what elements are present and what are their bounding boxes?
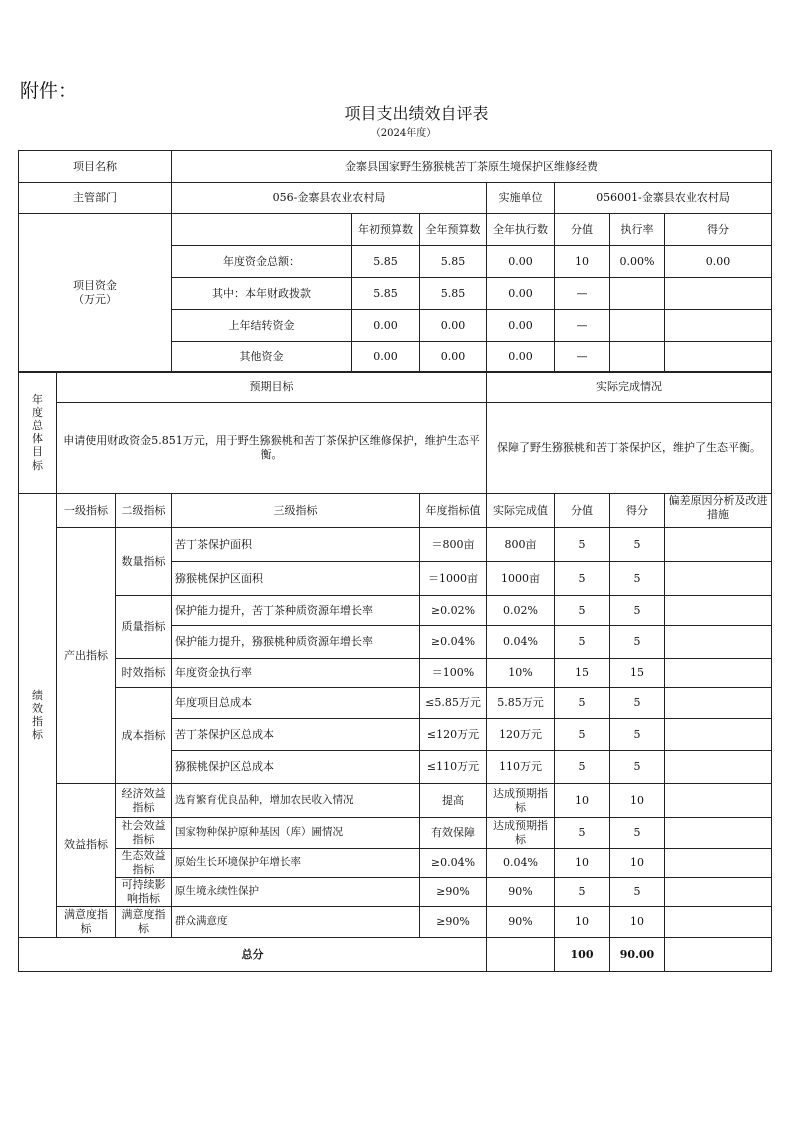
ind-actual: 120万元 [487, 719, 555, 751]
goals-label-text: 年度总体目标 [32, 392, 43, 472]
ind-actual: 90% [487, 878, 555, 907]
ind-level2: 质量指标 [116, 596, 172, 659]
ind-actual: 800亩 [487, 528, 555, 562]
ind-target: ＝100% [420, 659, 487, 688]
ind-score: 5 [610, 596, 665, 626]
funds-score-value: — [555, 342, 610, 373]
dept-label: 主管部门 [19, 183, 172, 214]
funds-annual: 5.85 [420, 246, 487, 278]
ind-score: 5 [610, 528, 665, 562]
ind-actual: 10% [487, 659, 555, 688]
ind-level3: 保护能力提升，苦丁茶种质资源年增长率 [172, 596, 420, 626]
funds-rate [610, 310, 665, 342]
ind-level3: 年度资金执行率 [172, 659, 420, 688]
ind-score: 5 [610, 818, 665, 849]
ind-actual: 5.85万元 [487, 688, 555, 719]
ind-target: ≤110万元 [420, 751, 487, 784]
indicator-row [19, 528, 772, 562]
page-title: 项目支出绩效自评表 [344, 104, 489, 123]
ind-note [665, 719, 772, 751]
ind-actual: 90% [487, 907, 555, 938]
funds-header: 得分 [665, 214, 772, 246]
funds-annual: 0.00 [420, 342, 487, 373]
goals-actual-header: 实际完成情况 [487, 372, 772, 403]
funds-executed: 0.00 [487, 246, 555, 278]
attachment-label: 附件： [20, 80, 78, 102]
ind-score: 5 [610, 719, 665, 751]
indicators-label [19, 494, 57, 938]
ind-score: 10 [610, 784, 665, 818]
funds-executed: 0.00 [487, 278, 555, 310]
funds-executed: 0.00 [487, 342, 555, 373]
ind-value: 10 [555, 907, 610, 938]
funds-row-name: 年度资金总额： [172, 246, 352, 278]
ind-level3: 苦丁茶保护区总成本 [172, 719, 420, 751]
funds-score-value: — [555, 310, 610, 342]
indicator-row [19, 849, 772, 878]
ind-actual: 110万元 [487, 751, 555, 784]
ind-value: 15 [555, 659, 610, 688]
indicator-row [19, 878, 772, 907]
ind-level2: 成本指标 [116, 688, 172, 784]
ind-value: 10 [555, 849, 610, 878]
total-row [19, 938, 772, 972]
ind-level3: 苦丁茶保护面积 [172, 528, 420, 562]
basic-funds-table [18, 150, 772, 373]
funds-row-name: 上年结转资金 [172, 310, 352, 342]
ind-value: 5 [555, 626, 610, 659]
ind-level2: 满意度指标 [116, 907, 172, 938]
funds-score [665, 310, 772, 342]
ind-note [665, 907, 772, 938]
indicator-row [19, 688, 772, 719]
ind-level1: 产出指标 [57, 528, 116, 784]
goals-expected-text: 申请使用财政资金5.851万元，用于野生猕猴桃和苦丁茶保护区维修保护，维护生态平衡。 [57, 403, 487, 494]
ind-header: 三级指标 [172, 494, 420, 528]
ind-level3: 年度项目总成本 [172, 688, 420, 719]
funds-annual: 5.85 [420, 278, 487, 310]
project-name-row [19, 151, 772, 183]
ind-target: ≥0.04% [420, 626, 487, 659]
ind-target: ≥90% [420, 907, 487, 938]
ind-actual: 达成预期指标 [487, 784, 555, 818]
indicator-row [19, 907, 772, 938]
funds-initial: 5.85 [352, 246, 420, 278]
impl-value: 056001-金寨县农业农村局 [555, 183, 772, 214]
page-subtitle: （2024年度） [370, 128, 437, 139]
funds-header-blank [172, 214, 352, 246]
funds-row-name: 其他资金 [172, 342, 352, 373]
funds-header-row [19, 214, 772, 246]
ind-target: ＝800亩 [420, 528, 487, 562]
ind-header: 二级指标 [116, 494, 172, 528]
ind-level2: 生态效益指标 [116, 849, 172, 878]
indicator-row [19, 818, 772, 849]
funds-header: 执行率 [610, 214, 665, 246]
funds-header: 全年执行数 [487, 214, 555, 246]
ind-score: 15 [610, 659, 665, 688]
funds-initial: 0.00 [352, 342, 420, 373]
ind-note [665, 849, 772, 878]
ind-level3: 原始生长环境保护年增长率 [172, 849, 420, 878]
funds-score-value: 10 [555, 246, 610, 278]
ind-level2: 经济效益指标 [116, 784, 172, 818]
ind-note [665, 562, 772, 596]
total-label: 总分 [19, 938, 487, 972]
ind-actual: 0.04% [487, 626, 555, 659]
ind-target: ＝1000亩 [420, 562, 487, 596]
ind-value: 5 [555, 818, 610, 849]
ind-target: ≥90% [420, 878, 487, 907]
ind-level2: 时效指标 [116, 659, 172, 688]
ind-score: 5 [610, 562, 665, 596]
ind-note [665, 659, 772, 688]
ind-score: 5 [610, 751, 665, 784]
ind-level3: 选育繁育优良品种，增加农民收入情况 [172, 784, 420, 818]
dept-row [19, 183, 772, 214]
ind-note [665, 818, 772, 849]
ind-value: 5 [555, 528, 610, 562]
total-note [665, 938, 772, 972]
ind-note [665, 596, 772, 626]
ind-value: 5 [555, 688, 610, 719]
ind-note [665, 751, 772, 784]
funds-row-name: 其中：本年财政拨款 [172, 278, 352, 310]
ind-note [665, 784, 772, 818]
funds-score [665, 342, 772, 373]
funds-header: 年初预算数 [352, 214, 420, 246]
ind-target: 提高 [420, 784, 487, 818]
ind-target: ≥0.02% [420, 596, 487, 626]
funds-rate [610, 342, 665, 373]
funds-header: 全年预算数 [420, 214, 487, 246]
ind-target: 有效保障 [420, 818, 487, 849]
funds-rate: 0.00% [610, 246, 665, 278]
goals-label [19, 372, 57, 494]
total-value: 100 [555, 938, 610, 972]
funds-annual: 0.00 [420, 310, 487, 342]
ind-note [665, 626, 772, 659]
ind-header: 得分 [610, 494, 665, 528]
ind-note [665, 688, 772, 719]
ind-header: 实际完成值 [487, 494, 555, 528]
funds-rate [610, 278, 665, 310]
indicator-row [19, 596, 772, 626]
ind-score: 5 [610, 688, 665, 719]
funds-header: 分值 [555, 214, 610, 246]
funds-score: 0.00 [665, 246, 772, 278]
indicators-label-text: 绩效指标 [32, 688, 43, 742]
indicator-row [19, 659, 772, 688]
ind-actual: 达成预期指标 [487, 818, 555, 849]
ind-score: 10 [610, 849, 665, 878]
ind-target: ≥0.04% [420, 849, 487, 878]
goals-header-row [19, 372, 772, 403]
ind-level1: 效益指标 [57, 784, 116, 907]
ind-actual: 0.04% [487, 849, 555, 878]
total-score: 90.00 [610, 938, 665, 972]
ind-level3: 猕猴桃保护区面积 [172, 562, 420, 596]
goals-content-row [19, 403, 772, 494]
ind-header: 偏差原因分析及改进措施 [665, 494, 772, 528]
funds-label-line2: （万元） [73, 293, 117, 306]
funds-initial: 5.85 [352, 278, 420, 310]
ind-level3: 保护能力提升，猕猴桃种质资源年增长率 [172, 626, 420, 659]
ind-value: 5 [555, 596, 610, 626]
ind-header: 分值 [555, 494, 610, 528]
dept-value: 056-金寨县农业农村局 [172, 183, 487, 214]
ind-level2: 社会效益指标 [116, 818, 172, 849]
ind-level1: 满意度指标 [57, 907, 116, 938]
ind-target: ≤5.85万元 [420, 688, 487, 719]
ind-score: 5 [610, 878, 665, 907]
ind-note [665, 528, 772, 562]
funds-score [665, 278, 772, 310]
funds-score-value: — [555, 278, 610, 310]
ind-level3: 群众满意度 [172, 907, 420, 938]
ind-level3: 猕猴桃保护区总成本 [172, 751, 420, 784]
indicator-row [19, 784, 772, 818]
ind-level2: 数量指标 [116, 528, 172, 596]
funds-initial: 0.00 [352, 310, 420, 342]
funds-executed: 0.00 [487, 310, 555, 342]
ind-actual: 0.02% [487, 596, 555, 626]
indicators-header-row [19, 494, 772, 528]
ind-value: 5 [555, 878, 610, 907]
goals-expected-header: 预期目标 [57, 372, 487, 403]
ind-value: 5 [555, 751, 610, 784]
ind-level3: 原生境永续性保护 [172, 878, 420, 907]
ind-header: 一级指标 [57, 494, 116, 528]
goals-actual-text: 保障了野生猕猴桃和苦丁茶保护区，维护了生态平衡。 [487, 403, 772, 494]
ind-actual: 1000亩 [487, 562, 555, 596]
ind-score: 5 [610, 626, 665, 659]
goals-table [18, 371, 772, 494]
ind-value: 5 [555, 562, 610, 596]
project-name-label: 项目名称 [19, 151, 172, 183]
ind-value: 5 [555, 719, 610, 751]
ind-score: 10 [610, 907, 665, 938]
total-actual [487, 938, 555, 972]
funds-label [19, 214, 172, 373]
funds-label-line1: 项目资金 [73, 279, 117, 293]
ind-level2: 可持续影响指标 [116, 878, 172, 907]
ind-note [665, 878, 772, 907]
ind-target: ≤120万元 [420, 719, 487, 751]
ind-level3: 国家物种保护原种基因（库）圃情况 [172, 818, 420, 849]
ind-value: 10 [555, 784, 610, 818]
impl-label: 实施单位 [487, 183, 555, 214]
project-name-value: 金寨县国家野生猕猴桃苦丁茶原生境保护区维修经费 [172, 151, 772, 183]
indicators-table [18, 493, 772, 972]
ind-header: 年度指标值 [420, 494, 487, 528]
